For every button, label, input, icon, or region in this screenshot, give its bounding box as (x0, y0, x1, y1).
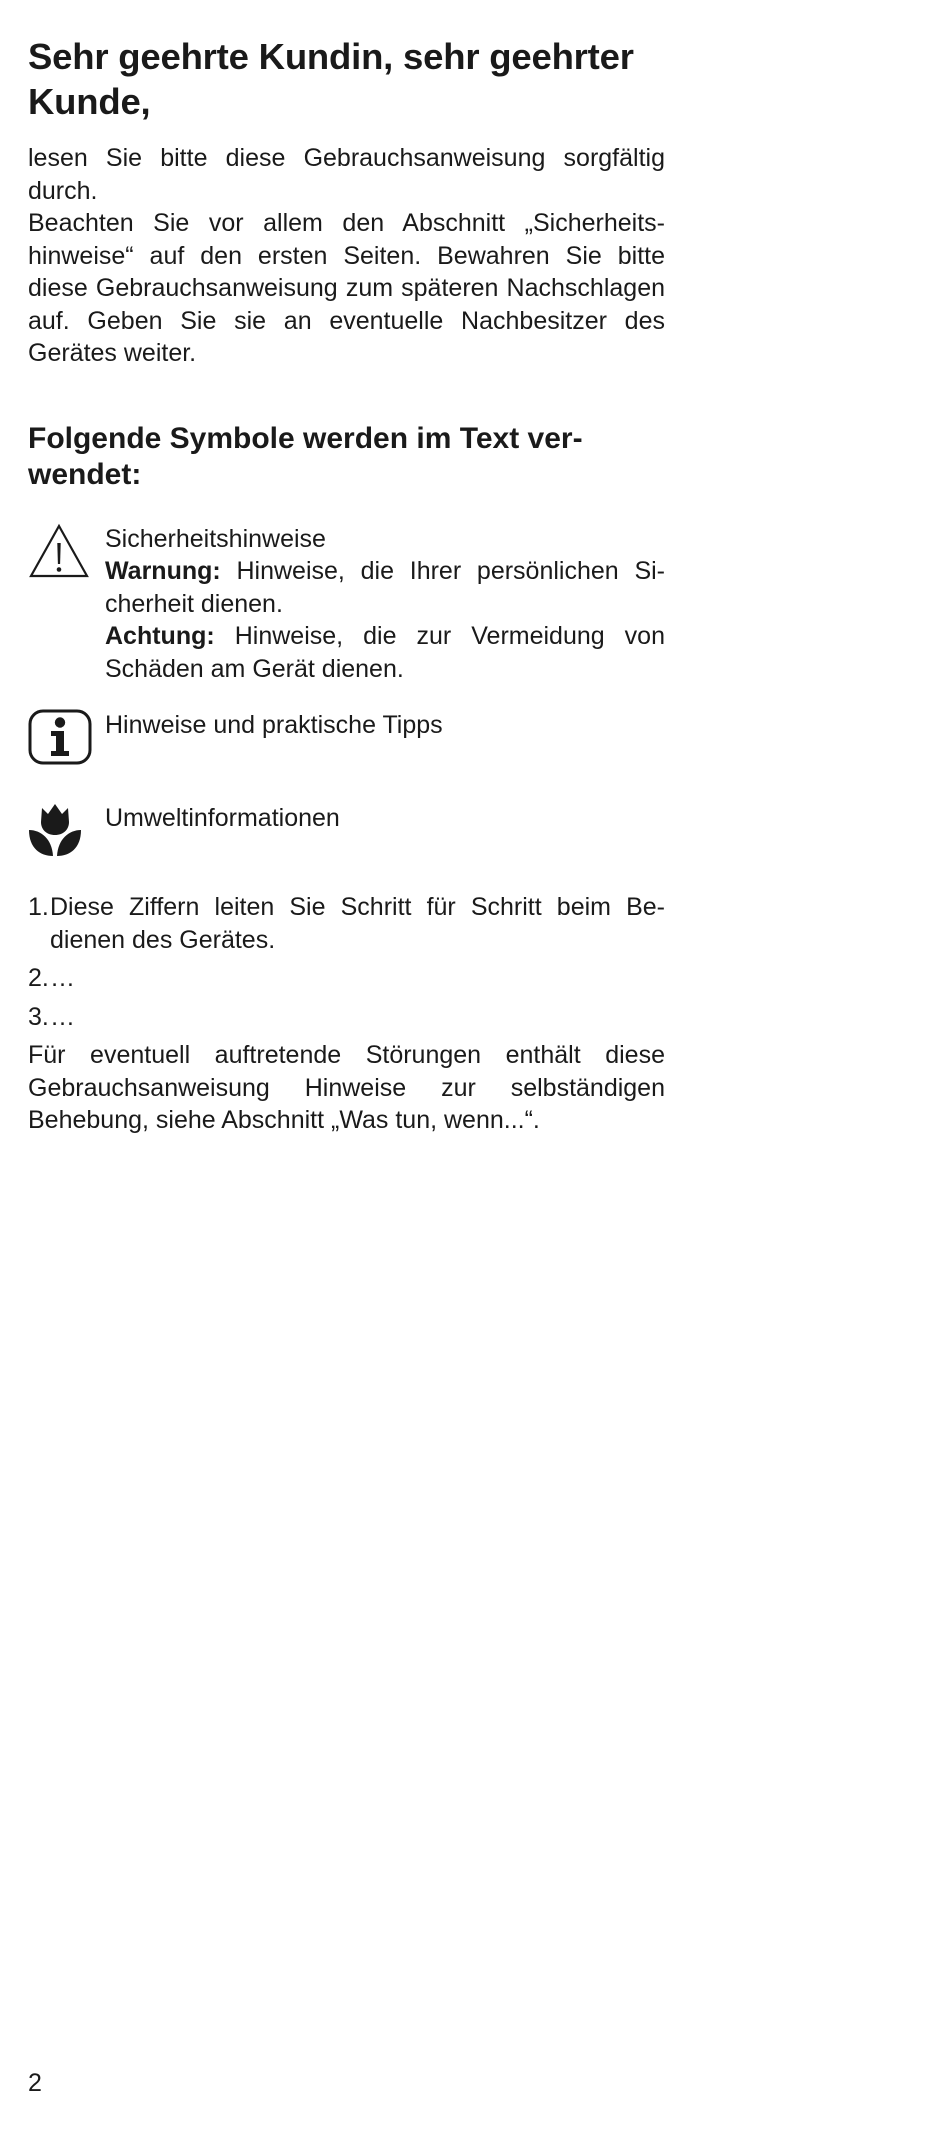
warning-label: Warnung: (105, 557, 221, 585)
caution-note (105, 620, 665, 685)
symbols-heading: Folgende Symbole werden im Text verwendet: (28, 421, 583, 491)
step-number: 1. (28, 893, 49, 921)
caution-label: Achtung: (105, 622, 215, 650)
symbol-safety-notes (28, 523, 665, 686)
list-item (28, 1001, 665, 1034)
step-number: 3. (28, 1002, 49, 1031)
info-icon (28, 709, 105, 770)
page-number: 2 (28, 2069, 42, 2097)
tips-text: Hinweise und praktische Tipps (105, 711, 443, 739)
intro-paragraph-2: Beachten Sie vor allem den Abschnitt „Sicherheitshinweise“ auf den ersten Seiten. Bewahren Sie bitte diese Gebrauchsanweisung zum späteren Nachschlagen auf. Geben Sie sie an eventuelle Nachbesitzer des Gerätes weiter. (28, 209, 665, 367)
warning-text: Hinweise, die Ihrer persönlichen Sicherheit dienen. (105, 557, 665, 618)
step-text: Diese Ziffern leiten Sie Schritt für Schritt beim Bedienen des Gerätes. (50, 893, 665, 954)
step-number: 2. (28, 964, 49, 992)
warning-triangle-icon (28, 523, 105, 584)
step-text: … (50, 964, 75, 992)
tulip-icon (28, 802, 105, 863)
warning-note (105, 555, 665, 620)
environment-text: Umweltinformationen (105, 804, 340, 832)
symbol-tips (28, 709, 665, 770)
page-content (28, 0, 665, 1137)
list-item (28, 891, 665, 956)
symbol-environment (28, 802, 665, 863)
list-item (28, 962, 665, 995)
symbol-safety-text (105, 523, 665, 686)
steps-list (28, 891, 665, 1033)
intro-paragraph-1: lesen Sie bitte diese Gebrauchsanweisung sorgfältig durch. (28, 144, 665, 205)
step-text: … (50, 1002, 75, 1031)
safety-title: Sicherheitshinweise (105, 524, 326, 553)
closing-paragraph: Für eventuell auftretende Störungen enthält diese Gebrauchsanweisung Hinweise zur selbständigen Behebung, siehe Abschnitt „Was tun, wenn...“. (28, 1041, 665, 1134)
page-title: Sehr geehrte Kundin, sehr geehrter Kunde, (28, 36, 634, 122)
caution-text: Hinweise, die zur Vermeidung von Schäden am Gerät dienen. (105, 622, 665, 683)
